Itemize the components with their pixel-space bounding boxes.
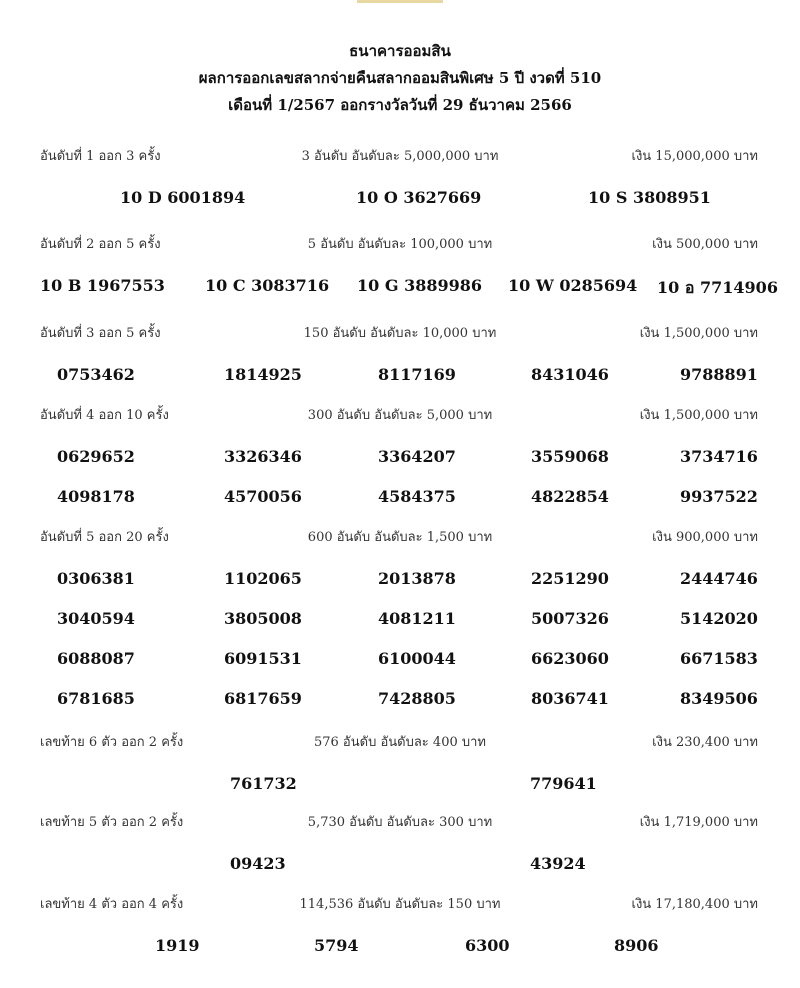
prize-count-amount: 114,536 อันดับ อันดับละ 150 บาท xyxy=(299,897,501,912)
winning-number: 09423 xyxy=(230,854,286,873)
prize-section xyxy=(0,811,800,894)
winning-numbers-row xyxy=(0,774,800,814)
winning-number: 9937522 xyxy=(680,487,758,506)
winning-number: 0306381 xyxy=(57,569,135,588)
prize-section xyxy=(0,404,800,527)
prize-total-amount: เงิน 15,000,000 บาท xyxy=(631,149,758,164)
winning-number: 4584375 xyxy=(378,487,456,506)
winning-numbers-row xyxy=(0,609,800,649)
document-header xyxy=(0,38,800,119)
winning-number: 5007326 xyxy=(531,609,609,628)
winning-number: 8906 xyxy=(614,936,659,955)
winning-numbers-row xyxy=(0,649,800,689)
winning-numbers-row xyxy=(0,689,800,729)
winning-number: 4081211 xyxy=(378,609,456,628)
winning-number: 10 C 3083716 xyxy=(205,276,330,295)
winning-numbers-row xyxy=(0,188,800,228)
winning-number: 10 S 3808951 xyxy=(588,188,711,207)
section-summary-row xyxy=(0,893,800,913)
winning-number: 1102065 xyxy=(224,569,302,588)
winning-number: 3805008 xyxy=(224,609,302,628)
winning-number: 5794 xyxy=(314,936,359,955)
winning-number: 8036741 xyxy=(531,689,609,708)
prize-section xyxy=(0,893,800,976)
bank-name: ธนาคารออมสิน xyxy=(349,42,451,60)
section-summary-row xyxy=(0,322,800,342)
winning-numbers-row xyxy=(0,365,800,405)
winning-number: 0753462 xyxy=(57,365,135,384)
winning-number: 10 D 6001894 xyxy=(120,188,246,207)
prize-total-amount: เงิน 900,000 บาท xyxy=(652,530,758,545)
winning-number: 4822854 xyxy=(531,487,609,506)
prize-tier-label: เลขท้าย 6 ตัว ออก 2 ครั้ง xyxy=(40,735,184,750)
winning-number: 43924 xyxy=(530,854,586,873)
draw-date-line: เดือนที่ 1/2567 ออกรางวัลวันที่ 29 ธันวาคม 2566 xyxy=(228,96,572,114)
winning-number: 3326346 xyxy=(224,447,302,466)
winning-number: 10 อ 7714906 xyxy=(657,278,778,297)
winning-number: 7428805 xyxy=(378,689,456,708)
winning-number: 8117169 xyxy=(378,365,456,384)
prize-count-amount: 5 อันดับ อันดับละ 100,000 บาท xyxy=(307,237,493,252)
winning-number: 8349506 xyxy=(680,689,758,708)
winning-number: 2444746 xyxy=(680,569,758,588)
prize-count-amount: 3 อันดับ อันดับละ 5,000,000 บาท xyxy=(301,149,499,164)
section-summary-row xyxy=(0,233,800,253)
winning-number: 3734716 xyxy=(680,447,758,466)
winning-number: 4098178 xyxy=(57,487,135,506)
winning-numbers-row xyxy=(0,487,800,527)
prize-total-amount: เงิน 17,180,400 บาท xyxy=(631,897,758,912)
prize-total-amount: เงิน 230,400 บาท xyxy=(652,735,758,750)
winning-number: 10 W 0285694 xyxy=(508,276,638,295)
winning-number: 3040594 xyxy=(57,609,135,628)
prize-section xyxy=(0,145,800,228)
prize-count-amount: 576 อันดับ อันดับละ 400 บาท xyxy=(313,735,486,750)
winning-number: 779641 xyxy=(530,774,597,793)
winning-number: 3364207 xyxy=(378,447,456,466)
prize-count-amount: 5,730 อันดับ อันดับละ 300 บาท xyxy=(307,815,493,830)
winning-numbers-row xyxy=(0,569,800,609)
prize-count-amount: 150 อันดับ อันดับละ 10,000 บาท xyxy=(303,326,497,341)
prize-tier-label: อันดับที่ 1 ออก 3 ครั้ง xyxy=(40,149,161,164)
prize-count-amount: 300 อันดับ อันดับละ 5,000 บาท xyxy=(307,408,493,423)
winning-number: 5142020 xyxy=(680,609,758,628)
winning-number: 1814925 xyxy=(224,365,302,384)
section-summary-row xyxy=(0,526,800,546)
winning-number: 9788891 xyxy=(680,365,758,384)
winning-numbers-row xyxy=(0,447,800,487)
winning-number: 6671583 xyxy=(680,649,758,668)
winning-number: 6781685 xyxy=(57,689,135,708)
prize-section xyxy=(0,526,800,729)
section-summary-row xyxy=(0,731,800,751)
winning-numbers-row xyxy=(0,936,800,976)
prize-total-amount: เงิน 500,000 บาท xyxy=(652,237,758,252)
winning-number: 6300 xyxy=(465,936,510,955)
prize-section xyxy=(0,233,800,316)
prize-total-amount: เงิน 1,719,000 บาท xyxy=(639,815,758,830)
winning-number: 6091531 xyxy=(224,649,302,668)
winning-numbers-row xyxy=(0,276,800,316)
winning-number: 2251290 xyxy=(531,569,609,588)
prize-section xyxy=(0,731,800,814)
winning-number: 6100044 xyxy=(378,649,456,668)
prize-tier-label: เลขท้าย 5 ตัว ออก 2 ครั้ง xyxy=(40,815,184,830)
prize-total-amount: เงิน 1,500,000 บาท xyxy=(639,326,758,341)
winning-number: 761732 xyxy=(230,774,297,793)
prize-total-amount: เงิน 1,500,000 บาท xyxy=(639,408,758,423)
prize-tier-label: อันดับที่ 2 ออก 5 ครั้ง xyxy=(40,237,161,252)
section-summary-row xyxy=(0,811,800,831)
section-summary-row xyxy=(0,404,800,424)
top-edge-mark xyxy=(357,0,443,3)
winning-number: 2013878 xyxy=(378,569,456,588)
winning-number: 1919 xyxy=(155,936,200,955)
document-title: ผลการออกเลขสลากจ่ายคืนสลากออมสินพิเศษ 5 ปี งวดที่ 510 xyxy=(198,69,602,87)
winning-number: 8431046 xyxy=(531,365,609,384)
prize-tier-label: อันดับที่ 3 ออก 5 ครั้ง xyxy=(40,326,161,341)
winning-number: 10 G 3889986 xyxy=(357,276,482,295)
prize-count-amount: 600 อันดับ อันดับละ 1,500 บาท xyxy=(307,530,493,545)
prize-tier-label: อันดับที่ 5 ออก 20 ครั้ง xyxy=(40,530,169,545)
winning-number: 6817659 xyxy=(224,689,302,708)
section-summary-row xyxy=(0,145,800,165)
prize-section xyxy=(0,322,800,405)
winning-number: 4570056 xyxy=(224,487,302,506)
winning-number: 10 B 1967553 xyxy=(40,276,165,295)
winning-number: 6623060 xyxy=(531,649,609,668)
winning-number: 0629652 xyxy=(57,447,135,466)
winning-numbers-row xyxy=(0,854,800,894)
prize-tier-label: เลขท้าย 4 ตัว ออก 4 ครั้ง xyxy=(40,897,184,912)
winning-number: 3559068 xyxy=(531,447,609,466)
winning-number: 6088087 xyxy=(57,649,135,668)
winning-number: 10 O 3627669 xyxy=(356,188,482,207)
prize-tier-label: อันดับที่ 4 ออก 10 ครั้ง xyxy=(40,408,169,423)
